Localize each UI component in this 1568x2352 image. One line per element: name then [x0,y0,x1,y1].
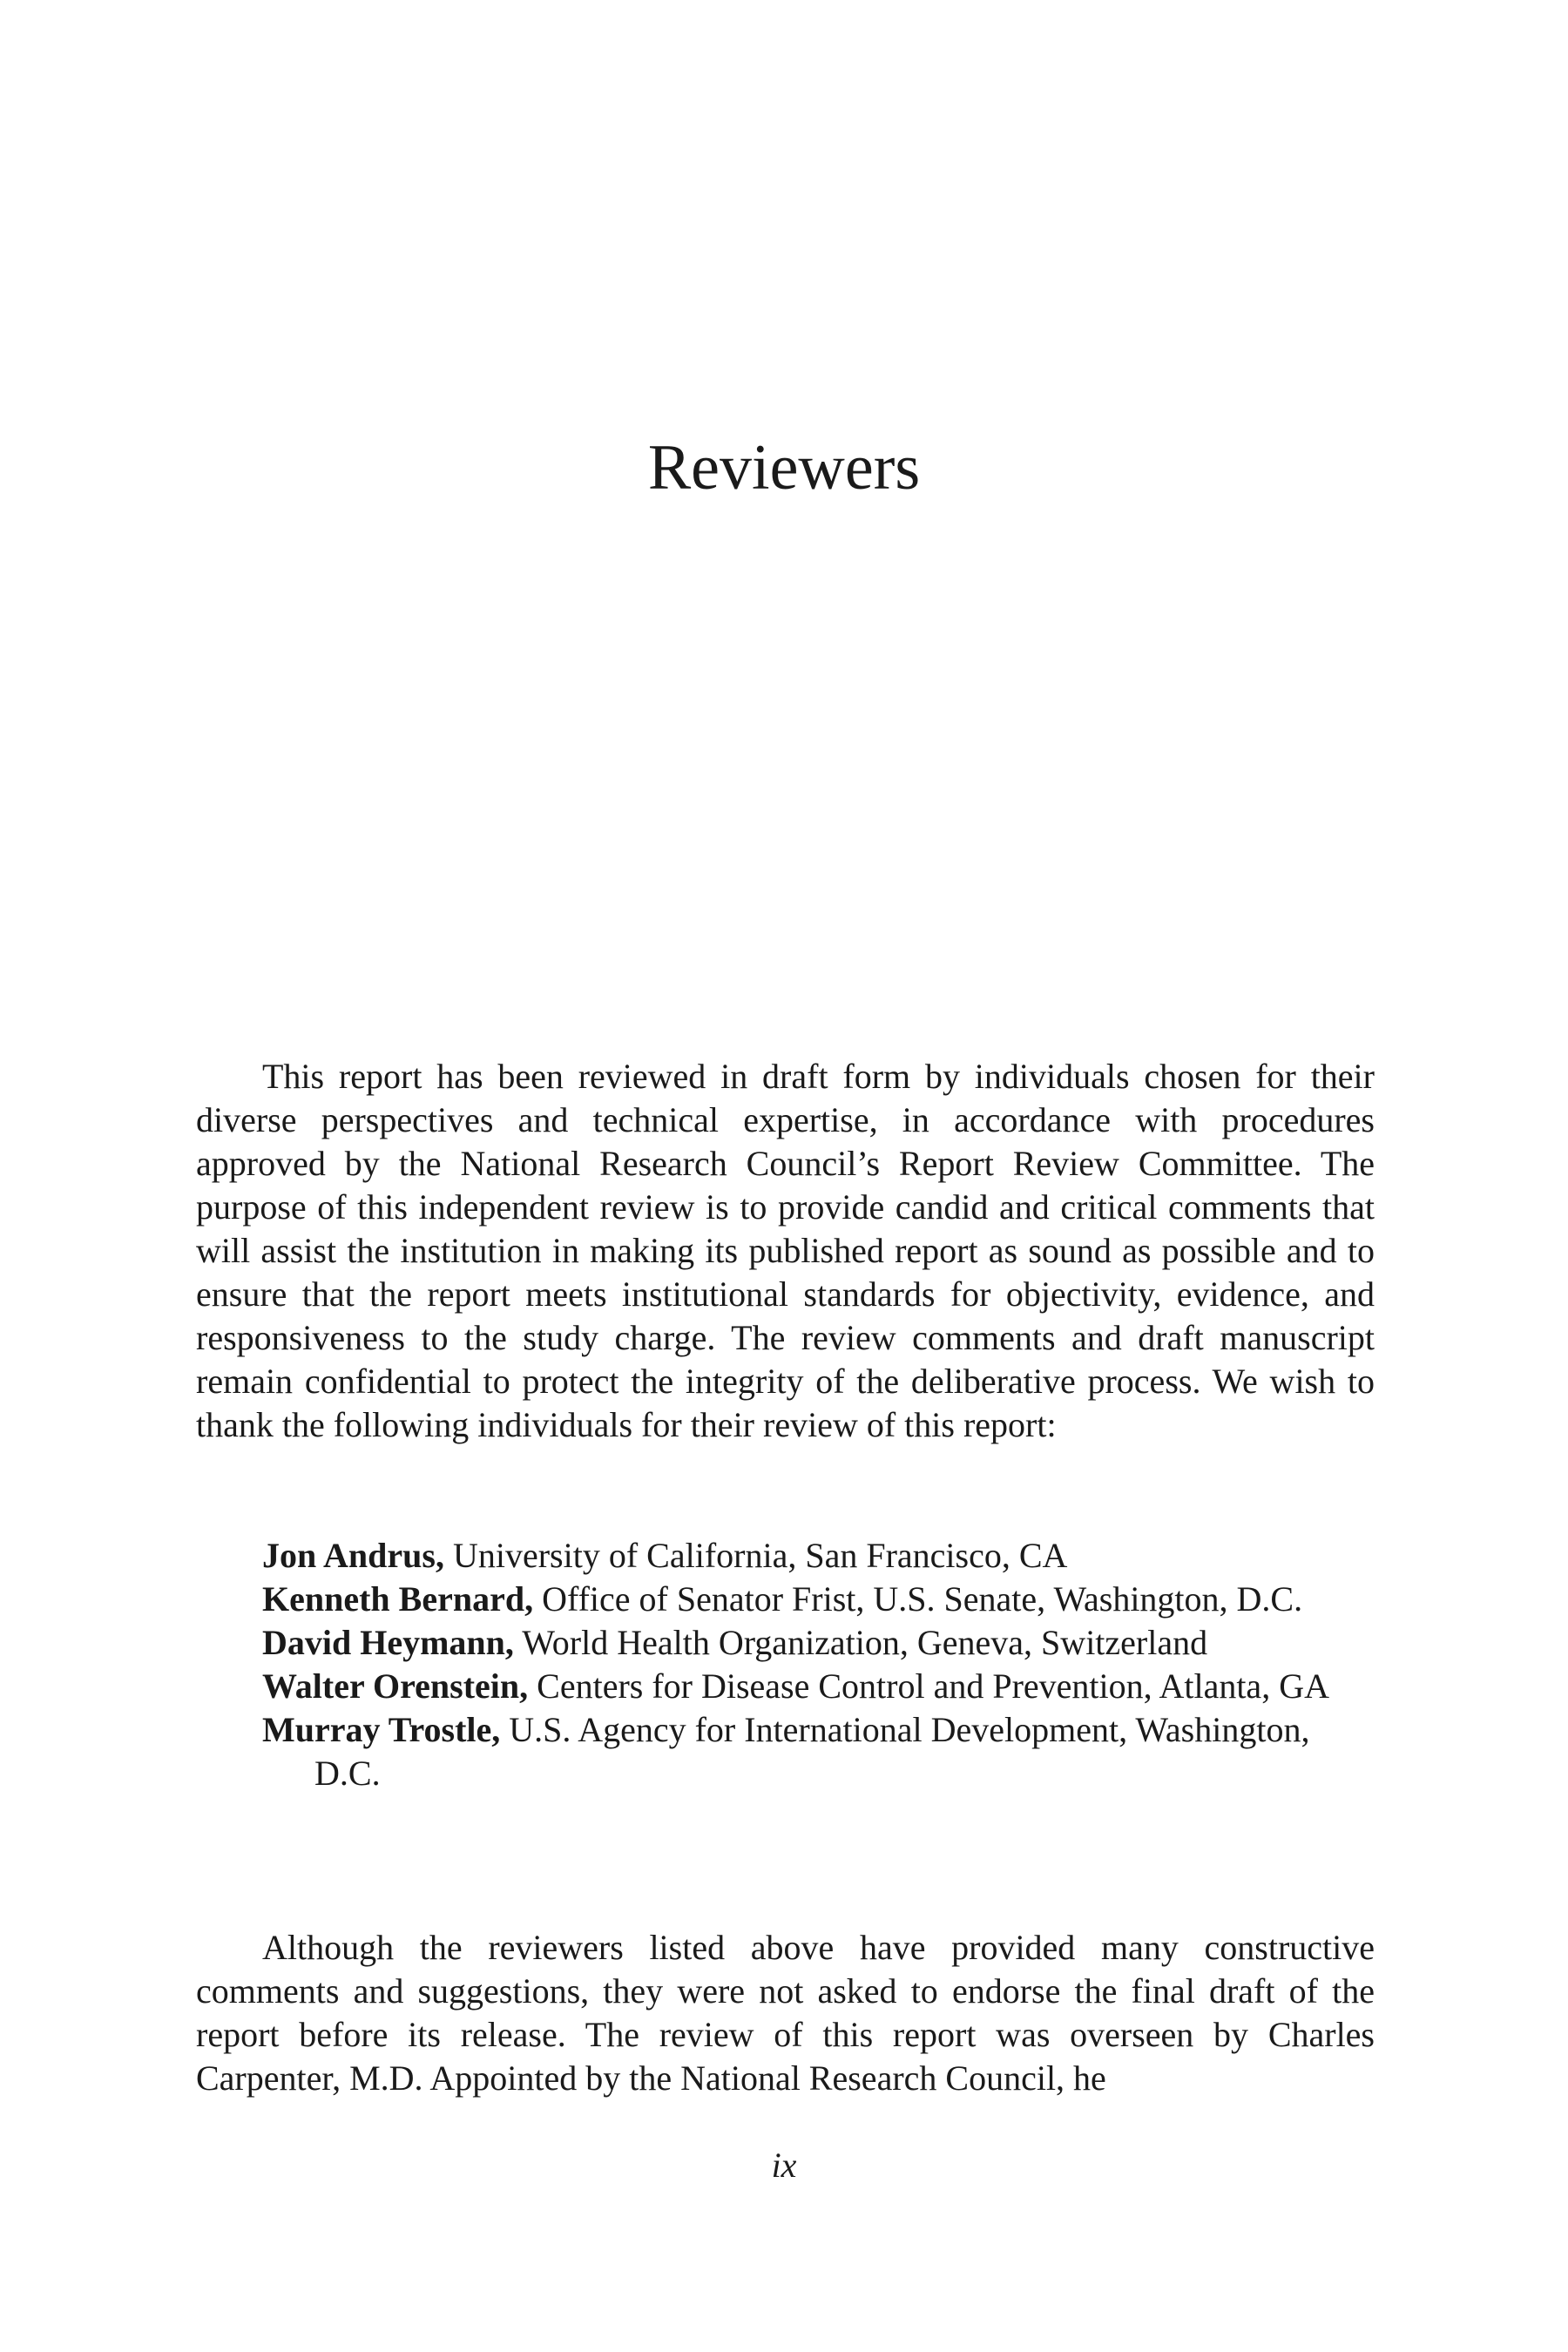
closing-section [196,1926,1375,2100]
reviewer-name: Walter Orenstein, [262,1666,529,1706]
intro-paragraph: This report has been reviewed in draft form by individuals chosen for their diverse perspectives and technical expertise, in accordance with procedures approved by the National Research Council’s Report Review Committee. The purpose of this independent review is to provide candid and critical comments that will assist the institution in making its published report as sound as possible and to ensure that the report meets institutional standards for objectivity, evidence, and responsiveness to the study charge. The review comments and draft manuscript remain confidential to protect the integrity of the deliberative process. We wish to thank the following individuals for their review of this report: [196,1057,1375,1444]
reviewer-affiliation: University of California, San Francisco, CA [452,1536,1068,1575]
reviewer-name: Murray Trostle, [262,1710,501,1749]
reviewer-entry [262,1621,1375,1665]
reviewer-name: David Heymann, [262,1623,514,1662]
reviewer-entry [262,1708,1375,1795]
closing-paragraph: Although the reviewers listed above have provided many constructive comments and suggestions, they were not asked to endorse the final draft of the report before its release. The review of this report was overseen by Charles Carpenter, M.D. Appointed by the National Research Council, he [196,1928,1375,2098]
page-title: Reviewers [647,432,921,504]
reviewer-affiliation: Office of Senator Frist, U.S. Senate, Washington, D.C. [542,1579,1303,1619]
reviewer-entry [262,1534,1375,1578]
page-number: ix [771,2146,797,2185]
reviewer-affiliation: World Health Organization, Geneva, Switzerland [522,1623,1208,1662]
reviewer-name: Kenneth Bernard, [262,1579,534,1619]
intro-section [196,1055,1375,1447]
reviewer-affiliation: Centers for Disease Control and Prevention, Atlanta, GA [537,1666,1329,1706]
reviewer-entry [262,1665,1375,1708]
reviewer-affiliation: U.S. Agency for International Development, Washington, D.C. [314,1710,1310,1793]
reviewer-entry [262,1578,1375,1621]
reviewer-list [262,1534,1375,1795]
reviewer-name: Jon Andrus, [262,1536,444,1575]
